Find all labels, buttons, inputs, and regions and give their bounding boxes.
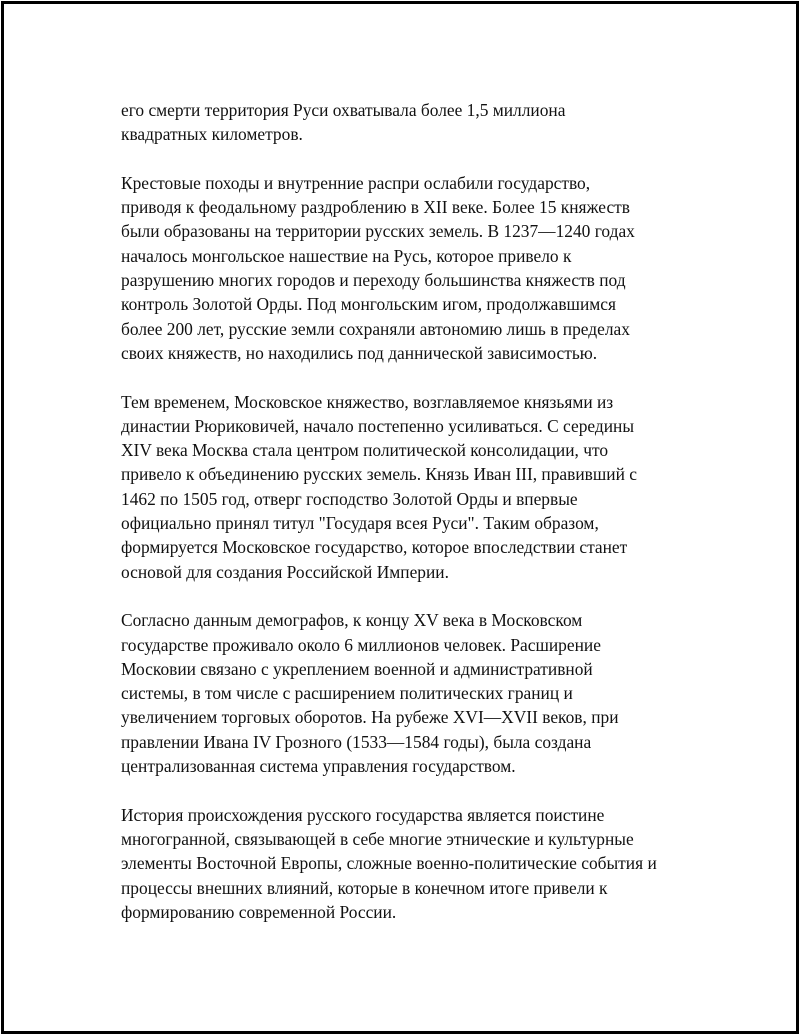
text-line: правлении Ивана IV Грозного (1533—1584 годы), была создана xyxy=(121,731,592,752)
text-line: процессы внешних влияний, которые в конечном итоге привели к xyxy=(121,877,608,898)
text-line: Согласно данным демографов, к концу XV века в Московском xyxy=(121,610,583,631)
text-line: многогранной, связывающей в себе многие этнические и культурные xyxy=(121,828,634,849)
text-line: его смерти территория Руси охватывала более 1,5 миллиона xyxy=(121,100,566,120)
text-line: формируется Московское государство, которое впоследствии станет xyxy=(121,537,628,558)
text-line: государстве проживало около 6 миллионов человек. Расширение xyxy=(121,634,601,655)
text-line: История происхождения русского государства является поистине xyxy=(121,804,605,825)
text-line: 1462 по 1505 год, отверг господство Золотой Орды и впервые xyxy=(121,488,578,509)
text-line: привело к объединению русских земель. Князь Иван III, правивший с xyxy=(121,464,637,485)
text-line: началось монгольское нашествие на Русь, которое привело к xyxy=(121,245,572,266)
text-line: контроль Золотой Орды. Под монгольским игом, продолжавшимся xyxy=(121,294,616,315)
text-line: более 200 лет, русские земли сохраняли автономию лишь в пределах xyxy=(121,318,630,339)
paragraph-2 xyxy=(121,171,721,365)
text-line: Крестовые походы и внутренние распри ослабили государство, xyxy=(121,172,591,193)
text-line: формированию современной России. xyxy=(121,901,397,922)
page-frame xyxy=(1,1,799,1034)
text-line: разрушению многих городов и переходу большинства княжеств под xyxy=(121,270,626,291)
text-line: XIV века Москва стала центром политической консолидации, что xyxy=(121,440,609,461)
text-line: приводя к феодальному раздроблению в XII веке. Более 15 княжеств xyxy=(121,197,630,218)
text-line: квадратных километров. xyxy=(121,124,303,145)
page-content xyxy=(121,98,721,948)
text-line: увеличением торговых оборотов. На рубеже XVI—XVII веков, при xyxy=(121,707,619,728)
paragraph-3 xyxy=(121,390,721,584)
text-line: своих княжеств, но находились под даннической зависимостью. xyxy=(121,342,598,363)
text-line: официально принял титул "Государя всея Руси". Таким образом, xyxy=(121,513,599,534)
paragraph-4 xyxy=(121,608,721,778)
text-line: элементы Восточной Европы, сложные военно-политические события и xyxy=(121,853,657,874)
paragraph-1 xyxy=(121,98,721,147)
text-line: Московии связано с укреплением военной и административной xyxy=(121,658,593,679)
text-line: династии Рюриковичей, начало постепенно усиливаться. С середины xyxy=(121,415,635,436)
text-line: были образованы на территории русских земель. В 1237—1240 годах xyxy=(121,221,635,242)
text-line: системы, в том числе с расширением политических границ и xyxy=(121,683,573,704)
text-line: основой для создания Российской Империи. xyxy=(121,561,449,582)
text-line: Тем временем, Московское княжество, возглавляемое князьями из xyxy=(121,391,614,412)
text-line: централизованная система управления государством. xyxy=(121,756,516,777)
paragraph-5 xyxy=(121,803,721,924)
